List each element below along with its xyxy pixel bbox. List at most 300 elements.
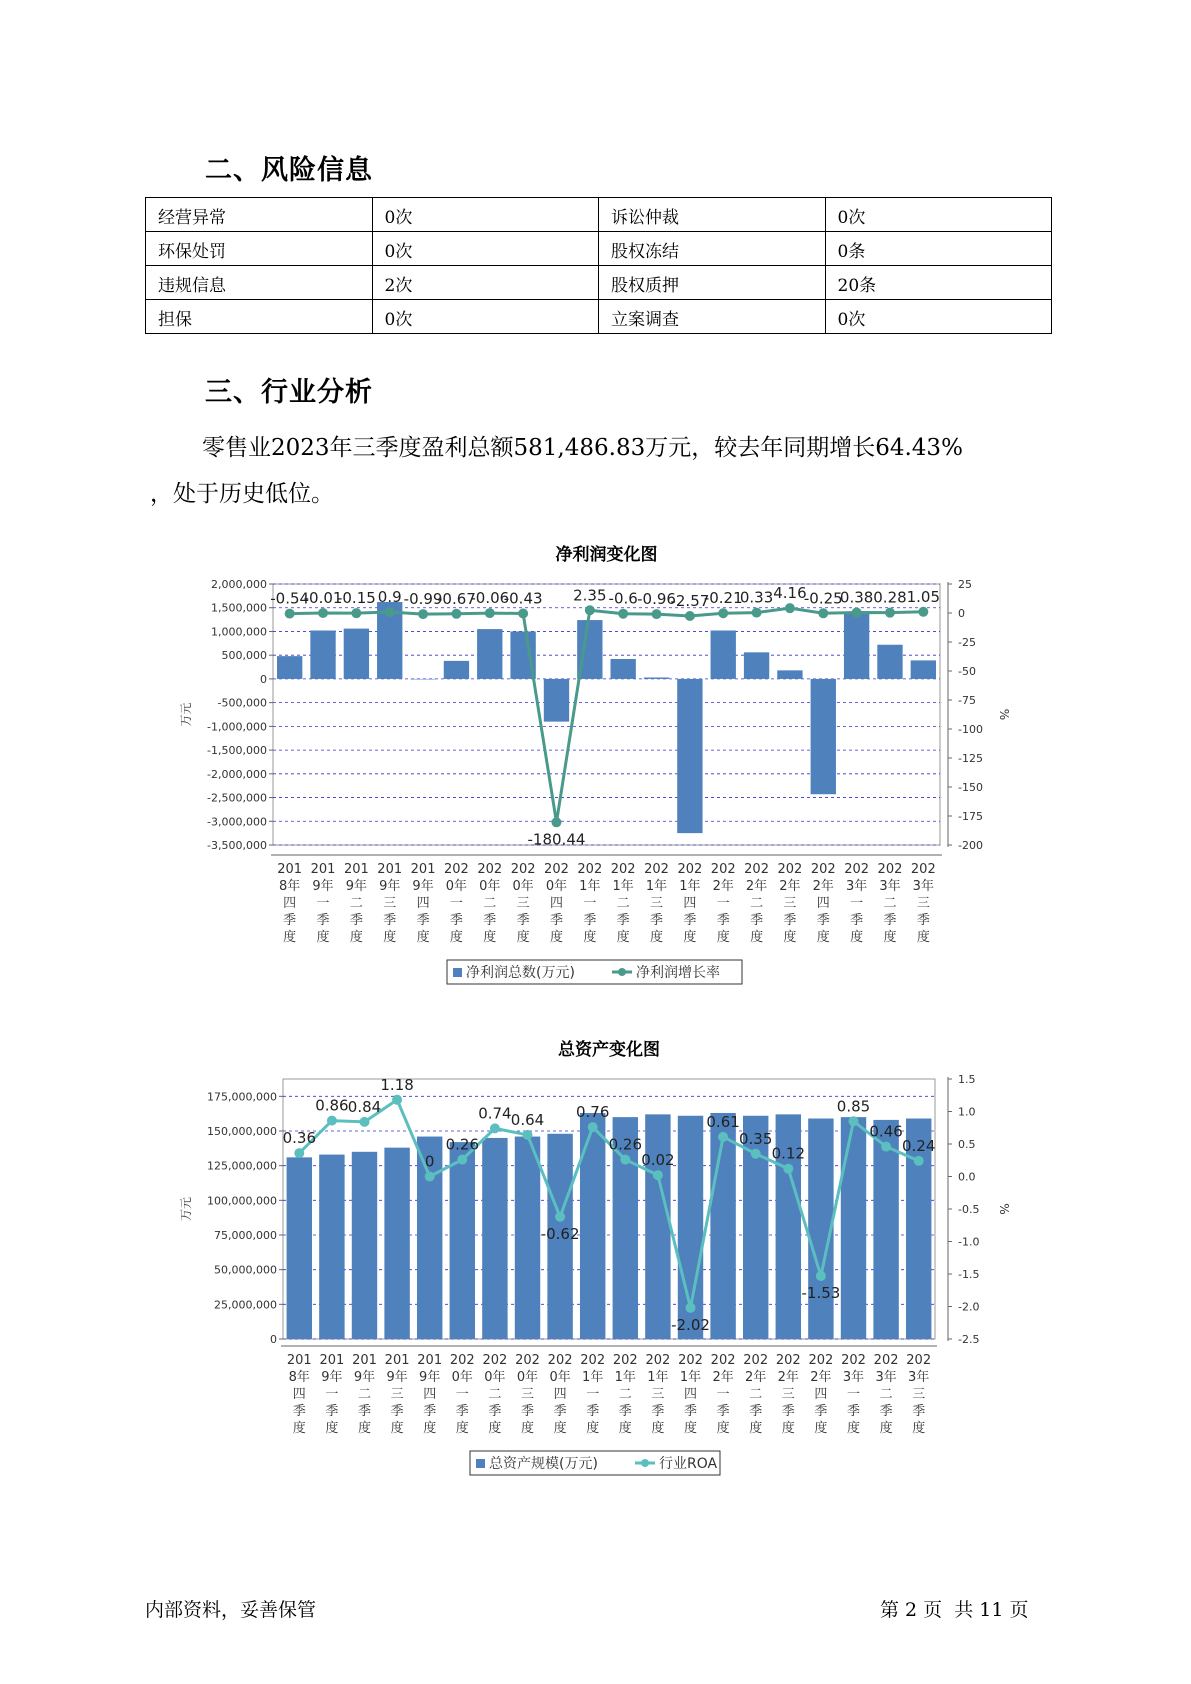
series-point bbox=[318, 608, 328, 618]
legend-bar-swatch bbox=[476, 1459, 485, 1468]
series-point bbox=[285, 609, 295, 619]
y2-tick-label: -150 bbox=[958, 781, 983, 794]
x-tick-label: 202 bbox=[844, 862, 870, 877]
x-tick-label: 二 bbox=[483, 896, 497, 911]
y-axis-title: 万元 bbox=[179, 702, 193, 727]
x-tick-label: 季 bbox=[455, 1404, 469, 1419]
x-tick-label: 季 bbox=[879, 1404, 893, 1419]
y2-axis-title: % bbox=[997, 708, 1011, 721]
x-tick-label: 季 bbox=[316, 913, 330, 928]
series-point bbox=[752, 608, 762, 618]
data-label: 2.35 bbox=[573, 586, 607, 605]
x-tick-label: 0年 bbox=[512, 879, 534, 894]
analysis-paragraph bbox=[150, 425, 1080, 517]
x-tick-label: 季 bbox=[586, 1404, 600, 1419]
data-label: 4.16 bbox=[773, 584, 807, 603]
x-tick-label: 度 bbox=[325, 1421, 339, 1436]
x-tick-label: 201 bbox=[343, 862, 369, 877]
x-tick-label: 3年 bbox=[842, 1370, 865, 1385]
x-tick-label: 二 bbox=[618, 1387, 632, 1402]
x-tick-label: 度 bbox=[292, 1421, 306, 1436]
x-tick-label: 季 bbox=[783, 913, 797, 928]
bar bbox=[450, 1142, 475, 1339]
x-tick-label: 202 bbox=[810, 862, 836, 877]
y-tick-label: -1,000,000 bbox=[207, 720, 267, 734]
series-point bbox=[852, 608, 862, 618]
series-point bbox=[418, 609, 428, 619]
x-tick-label: 202 bbox=[482, 1353, 508, 1368]
y2-tick-label: 25 bbox=[958, 578, 972, 591]
bar bbox=[611, 659, 636, 679]
x-tick-label: 季 bbox=[449, 913, 463, 928]
series-point bbox=[818, 608, 828, 618]
x-tick-label: 季 bbox=[549, 913, 563, 928]
bar bbox=[410, 679, 435, 680]
series-point bbox=[425, 1172, 435, 1182]
x-tick-label: 季 bbox=[883, 913, 897, 928]
y-tick-label: 125,000,000 bbox=[207, 1159, 277, 1173]
x-tick-label: 二 bbox=[357, 1387, 372, 1402]
data-label: -2.02 bbox=[671, 1315, 710, 1334]
x-tick-label: 季 bbox=[683, 913, 697, 928]
x-tick-label: 202 bbox=[678, 1353, 703, 1368]
x-tick-label: 季 bbox=[488, 1404, 502, 1419]
data-label: -0.62 bbox=[540, 1224, 580, 1243]
x-tick-label: 202 bbox=[873, 1353, 899, 1368]
x-tick-label: 0年 bbox=[445, 879, 468, 894]
x-tick-label: 0年 bbox=[516, 1370, 539, 1385]
x-tick-label: 3年 bbox=[845, 879, 868, 894]
x-tick-label: 四 bbox=[816, 896, 830, 911]
x-tick-label: 季 bbox=[850, 913, 864, 928]
series-point bbox=[783, 1164, 793, 1174]
section-title-risk: 二、风险信息 bbox=[205, 155, 373, 186]
legend-bar-label: 总资产规模(万元) bbox=[489, 1456, 598, 1472]
x-tick-label: 1年 bbox=[612, 879, 634, 894]
y-tick-label: -3,500,000 bbox=[207, 839, 267, 852]
x-tick-label: 201 bbox=[352, 1353, 377, 1368]
x-tick-label: 度 bbox=[583, 930, 597, 945]
x-tick-label: 9年 bbox=[312, 879, 334, 894]
x-tick-label: 1年 bbox=[645, 879, 668, 894]
bar bbox=[444, 661, 469, 679]
y2-tick-label: -2.5 bbox=[958, 1333, 980, 1346]
y-tick-label: 0 bbox=[270, 1333, 277, 1346]
y-tick-label: 2,000,000 bbox=[211, 578, 267, 591]
x-tick-label: 202 bbox=[910, 862, 936, 877]
x-tick-label: 2年 bbox=[812, 879, 834, 894]
data-label: 0.28 bbox=[873, 588, 907, 607]
x-tick-label: 一 bbox=[586, 1387, 600, 1402]
bar bbox=[384, 1148, 409, 1339]
x-tick-label: 一 bbox=[716, 1387, 730, 1402]
x-tick-label: 一 bbox=[846, 1387, 861, 1402]
x-tick-label: 9年 bbox=[419, 1370, 441, 1385]
x-tick-label: 度 bbox=[357, 1421, 372, 1436]
x-tick-label: 1年 bbox=[647, 1370, 669, 1385]
risk-item-label: 诉讼仲裁 bbox=[599, 198, 826, 232]
data-label: 0.46 bbox=[869, 1122, 903, 1141]
x-tick-label: 202 bbox=[510, 862, 536, 877]
series-point bbox=[653, 1170, 663, 1180]
series-point bbox=[686, 1303, 696, 1313]
x-tick-label: 2年 bbox=[745, 879, 768, 894]
x-tick-label: 度 bbox=[716, 1421, 730, 1436]
risk-item-value: 2次 bbox=[372, 266, 599, 300]
x-tick-label: 季 bbox=[716, 913, 730, 928]
x-tick-label: 季 bbox=[916, 913, 930, 928]
data-label: 0.84 bbox=[347, 1097, 382, 1116]
series-point bbox=[718, 1132, 728, 1142]
series-point bbox=[485, 608, 495, 618]
x-tick-label: 202 bbox=[877, 862, 903, 877]
x-tick-label: 一 bbox=[583, 896, 597, 911]
risk-item-value: 0次 bbox=[372, 300, 599, 334]
risk-item-value: 0次 bbox=[372, 232, 599, 266]
x-tick-label: 202 bbox=[580, 1353, 606, 1368]
series-point bbox=[351, 608, 361, 618]
x-tick-label: 1年 bbox=[582, 1370, 604, 1385]
x-tick-label: 二 bbox=[616, 896, 630, 911]
x-tick-label: 一 bbox=[449, 896, 463, 911]
data-label: 0.26 bbox=[608, 1135, 643, 1154]
y-tick-label: 150,000,000 bbox=[207, 1125, 277, 1138]
x-tick-label: 2年 bbox=[777, 1370, 799, 1385]
x-tick-label: 202 bbox=[515, 1353, 540, 1368]
series-point bbox=[885, 608, 895, 618]
data-label: 0.24 bbox=[901, 1136, 936, 1155]
x-tick-label: 季 bbox=[816, 913, 830, 928]
x-tick-label: 202 bbox=[645, 1353, 671, 1368]
risk-table-row bbox=[146, 300, 1052, 334]
y-tick-label: 50,000,000 bbox=[214, 1263, 277, 1277]
x-tick-label: 度 bbox=[912, 1421, 926, 1436]
x-tick-label: 度 bbox=[683, 930, 697, 945]
bar bbox=[710, 1113, 735, 1339]
x-tick-label: 度 bbox=[455, 1421, 469, 1436]
net-profit-chart bbox=[0, 540, 1191, 1000]
x-tick-label: 度 bbox=[520, 1421, 535, 1436]
data-label: 0.35 bbox=[738, 1129, 773, 1148]
x-tick-label: 度 bbox=[616, 930, 630, 945]
x-tick-label: 202 bbox=[610, 862, 636, 877]
x-tick-label: 202 bbox=[444, 862, 469, 877]
x-tick-label: 202 bbox=[547, 1353, 573, 1368]
series-point bbox=[620, 1155, 630, 1165]
x-tick-label: 202 bbox=[777, 862, 803, 877]
x-tick-label: 度 bbox=[879, 1421, 893, 1436]
x-tick-label: 202 bbox=[744, 862, 769, 877]
x-tick-label: 季 bbox=[749, 1404, 763, 1419]
x-tick-label: 0年 bbox=[545, 879, 568, 894]
x-tick-label: 度 bbox=[553, 1421, 567, 1436]
series-point bbox=[618, 609, 628, 619]
bar bbox=[344, 629, 369, 679]
x-tick-label: 二 bbox=[349, 896, 363, 911]
x-tick-label: 季 bbox=[357, 1404, 372, 1419]
series-point bbox=[585, 605, 595, 615]
x-tick-label: 1年 bbox=[679, 1370, 702, 1385]
data-label: -0.43 bbox=[503, 589, 543, 608]
risk-item-value: 0次 bbox=[825, 198, 1052, 232]
bar bbox=[877, 645, 902, 679]
x-tick-label: 度 bbox=[416, 930, 430, 945]
risk-item-value: 0条 bbox=[825, 232, 1052, 266]
series-point bbox=[523, 1130, 533, 1140]
series-point bbox=[718, 608, 728, 618]
bar bbox=[911, 660, 936, 679]
chart-title: 净利润变化图 bbox=[555, 545, 658, 565]
x-tick-label: 三 bbox=[781, 1387, 795, 1402]
y-tick-label: 25,000,000 bbox=[214, 1298, 277, 1312]
x-tick-label: 8年 bbox=[279, 879, 301, 894]
x-tick-label: 0年 bbox=[451, 1370, 473, 1385]
series-point bbox=[551, 817, 561, 827]
x-tick-label: 3年 bbox=[908, 1370, 930, 1385]
y-tick-label: 1,500,000 bbox=[211, 601, 267, 615]
x-tick-label: 季 bbox=[651, 1404, 665, 1419]
x-tick-label: 三 bbox=[390, 1387, 404, 1402]
x-tick-label: 一 bbox=[316, 896, 330, 911]
x-tick-label: 四 bbox=[553, 1387, 567, 1402]
data-label: -0.01 bbox=[303, 589, 343, 608]
x-tick-label: 度 bbox=[283, 930, 297, 945]
y-tick-label: 175,000,000 bbox=[207, 1090, 277, 1104]
series-point bbox=[751, 1149, 761, 1159]
x-tick-label: 季 bbox=[390, 1404, 404, 1419]
y2-tick-label: -50 bbox=[958, 665, 976, 678]
x-tick-label: 季 bbox=[416, 913, 430, 928]
x-tick-label: 季 bbox=[781, 1404, 795, 1419]
x-tick-label: 三 bbox=[783, 896, 797, 911]
total-assets-chart bbox=[0, 1035, 1191, 1495]
x-tick-label: 201 bbox=[277, 862, 303, 877]
x-tick-label: 2年 bbox=[810, 1370, 832, 1385]
y2-tick-label: -75 bbox=[958, 694, 976, 707]
x-tick-label: 二 bbox=[883, 896, 897, 911]
data-label: 0.33 bbox=[739, 588, 774, 607]
series-point bbox=[881, 1142, 891, 1152]
x-tick-label: 季 bbox=[846, 1404, 861, 1419]
x-tick-label: 度 bbox=[783, 930, 797, 945]
data-label: -0.6 bbox=[608, 589, 638, 608]
y-axis-title: 万元 bbox=[179, 1196, 193, 1222]
bar bbox=[277, 656, 302, 679]
risk-item-label: 立案调查 bbox=[599, 300, 826, 334]
x-tick-label: 度 bbox=[390, 1421, 404, 1436]
data-label: 0.38 bbox=[839, 588, 874, 607]
data-label: 0.26 bbox=[445, 1135, 480, 1154]
x-tick-label: 3年 bbox=[875, 1370, 897, 1385]
risk-item-value: 0次 bbox=[825, 300, 1052, 334]
paragraph-line-1: 零售业2023年三季度盈利总额581,486.83万元，较去年同期增长64.43% bbox=[202, 435, 963, 461]
x-tick-label: 202 bbox=[710, 1353, 736, 1368]
bar bbox=[310, 631, 335, 679]
x-tick-label: 201 bbox=[410, 862, 436, 877]
x-tick-label: 季 bbox=[750, 913, 764, 928]
x-tick-label: 9年 bbox=[345, 879, 368, 894]
x-tick-label: 0年 bbox=[549, 1370, 571, 1385]
bar bbox=[544, 679, 569, 722]
bar bbox=[352, 1152, 377, 1339]
bar bbox=[482, 1138, 507, 1339]
x-tick-label: 1年 bbox=[579, 879, 601, 894]
y-tick-label: 500,000 bbox=[221, 649, 267, 663]
data-label: -0.54 bbox=[270, 589, 310, 608]
x-tick-label: 201 bbox=[377, 862, 403, 877]
x-tick-label: 季 bbox=[716, 1404, 730, 1419]
bar bbox=[477, 629, 502, 679]
data-label: -0.15 bbox=[336, 589, 376, 608]
risk-item-value: 0次 bbox=[372, 198, 599, 232]
legend-bar-label: 净利润总数(万元) bbox=[466, 965, 575, 981]
data-label: 0.36 bbox=[282, 1129, 317, 1148]
bar bbox=[580, 1113, 605, 1339]
x-tick-label: 0年 bbox=[479, 879, 501, 894]
series-point bbox=[849, 1116, 859, 1126]
risk-item-label: 担保 bbox=[146, 300, 373, 334]
bar bbox=[319, 1155, 344, 1339]
x-tick-label: 度 bbox=[683, 1421, 698, 1436]
x-tick-label: 季 bbox=[583, 913, 597, 928]
x-tick-label: 201 bbox=[286, 1353, 312, 1368]
x-tick-label: 一 bbox=[325, 1387, 339, 1402]
x-tick-label: 季 bbox=[912, 1404, 926, 1419]
data-label: -0.67 bbox=[437, 589, 476, 608]
x-tick-label: 二 bbox=[750, 896, 764, 911]
paragraph-line-2: ，处于历史低位。 bbox=[150, 481, 334, 507]
x-tick-label: 三 bbox=[383, 896, 397, 911]
x-tick-label: 度 bbox=[349, 930, 363, 945]
y2-tick-label: -0.5 bbox=[958, 1203, 980, 1216]
series-point bbox=[294, 1148, 304, 1158]
x-tick-label: 一 bbox=[716, 896, 730, 911]
x-tick-label: 季 bbox=[516, 913, 530, 928]
x-tick-label: 9年 bbox=[353, 1370, 376, 1385]
y2-tick-label: 0.0 bbox=[958, 1170, 976, 1184]
x-tick-label: 度 bbox=[586, 1421, 600, 1436]
legend-line-label: 行业ROA bbox=[659, 1456, 718, 1472]
series-point bbox=[518, 608, 528, 618]
x-tick-label: 四 bbox=[292, 1387, 306, 1402]
x-tick-label: 9年 bbox=[412, 879, 434, 894]
series-point bbox=[816, 1271, 826, 1281]
y-tick-label: 1,000,000 bbox=[211, 625, 267, 639]
series-point bbox=[914, 1156, 924, 1166]
x-tick-label: 202 bbox=[743, 1353, 769, 1368]
risk-table-row bbox=[146, 198, 1052, 232]
x-tick-label: 四 bbox=[283, 896, 297, 911]
series-point bbox=[918, 607, 928, 617]
legend-line-label: 净利润增长率 bbox=[636, 965, 720, 981]
x-tick-label: 度 bbox=[651, 1421, 665, 1436]
x-tick-label: 1年 bbox=[614, 1370, 636, 1385]
x-tick-label: 3年 bbox=[912, 879, 934, 894]
series-point bbox=[652, 609, 662, 619]
x-tick-label: 度 bbox=[846, 1421, 861, 1436]
data-label: 0.02 bbox=[641, 1151, 675, 1170]
data-label: -0.25 bbox=[803, 589, 843, 608]
x-tick-label: 季 bbox=[292, 1404, 306, 1419]
y2-tick-label: 0.5 bbox=[958, 1138, 976, 1151]
x-tick-label: 202 bbox=[808, 1353, 834, 1368]
y-tick-label: -3,000,000 bbox=[207, 815, 267, 829]
footer-note: 内部资料，妥善保管 bbox=[145, 1599, 317, 1621]
data-label: 0.9 bbox=[377, 587, 402, 606]
x-tick-label: 202 bbox=[644, 862, 669, 877]
data-label: 0.74 bbox=[478, 1104, 512, 1123]
y-tick-label: 0 bbox=[260, 672, 267, 686]
risk-table bbox=[145, 197, 1052, 334]
y-tick-label: 100,000,000 bbox=[207, 1194, 277, 1208]
x-tick-label: 202 bbox=[577, 862, 603, 877]
x-tick-label: 二 bbox=[749, 1387, 763, 1402]
x-tick-label: 度 bbox=[383, 930, 397, 945]
x-tick-label: 度 bbox=[449, 930, 463, 945]
x-tick-label: 季 bbox=[520, 1404, 535, 1419]
x-tick-label: 201 bbox=[310, 862, 336, 877]
x-tick-label: 度 bbox=[716, 930, 730, 945]
x-tick-label: 四 bbox=[549, 896, 563, 911]
risk-item-label: 股权质押 bbox=[599, 266, 826, 300]
x-tick-label: 度 bbox=[549, 930, 563, 945]
chart-title: 总资产变化图 bbox=[558, 1040, 660, 1060]
x-tick-label: 季 bbox=[283, 913, 297, 928]
series-point bbox=[360, 1117, 370, 1127]
series-point bbox=[685, 611, 695, 621]
x-tick-label: 2年 bbox=[712, 879, 734, 894]
x-tick-label: 202 bbox=[477, 862, 503, 877]
x-tick-label: 0年 bbox=[484, 1370, 506, 1385]
x-tick-label: 四 bbox=[683, 896, 697, 911]
y2-tick-label: -100 bbox=[958, 723, 983, 736]
risk-item-label: 违规信息 bbox=[146, 266, 373, 300]
x-tick-label: 一 bbox=[455, 1387, 469, 1402]
x-tick-label: 201 bbox=[417, 1353, 443, 1368]
x-tick-label: 度 bbox=[488, 1421, 502, 1436]
bar bbox=[677, 679, 702, 833]
x-tick-label: 度 bbox=[516, 930, 530, 945]
bar bbox=[873, 1120, 898, 1339]
risk-item-label: 环保处罚 bbox=[146, 232, 373, 266]
y2-tick-label: 0 bbox=[958, 607, 965, 620]
x-tick-label: 季 bbox=[683, 1404, 698, 1419]
x-tick-label: 度 bbox=[650, 930, 664, 945]
bar bbox=[844, 614, 869, 679]
y2-tick-label: -1.0 bbox=[958, 1235, 980, 1249]
legend-bar-swatch bbox=[453, 968, 462, 977]
y-tick-label: -1,500,000 bbox=[207, 744, 267, 758]
x-tick-label: 季 bbox=[325, 1404, 339, 1419]
data-label: -0.21 bbox=[703, 589, 743, 608]
x-tick-label: 度 bbox=[781, 1421, 795, 1436]
bar bbox=[645, 1114, 670, 1339]
x-tick-label: 202 bbox=[906, 1353, 932, 1368]
x-tick-label: 一 bbox=[850, 896, 864, 911]
y2-tick-label: -200 bbox=[958, 839, 983, 852]
x-tick-label: 度 bbox=[423, 1421, 437, 1436]
x-tick-label: 9年 bbox=[321, 1370, 343, 1385]
x-tick-label: 四 bbox=[683, 1387, 698, 1402]
x-tick-label: 季 bbox=[814, 1404, 828, 1419]
x-tick-label: 三 bbox=[916, 896, 930, 911]
x-tick-label: 季 bbox=[483, 913, 497, 928]
data-label: -0.99 bbox=[403, 590, 443, 609]
risk-item-value: 20条 bbox=[825, 266, 1052, 300]
bar bbox=[811, 679, 836, 794]
x-tick-label: 三 bbox=[912, 1387, 926, 1402]
x-tick-label: 202 bbox=[544, 862, 569, 877]
